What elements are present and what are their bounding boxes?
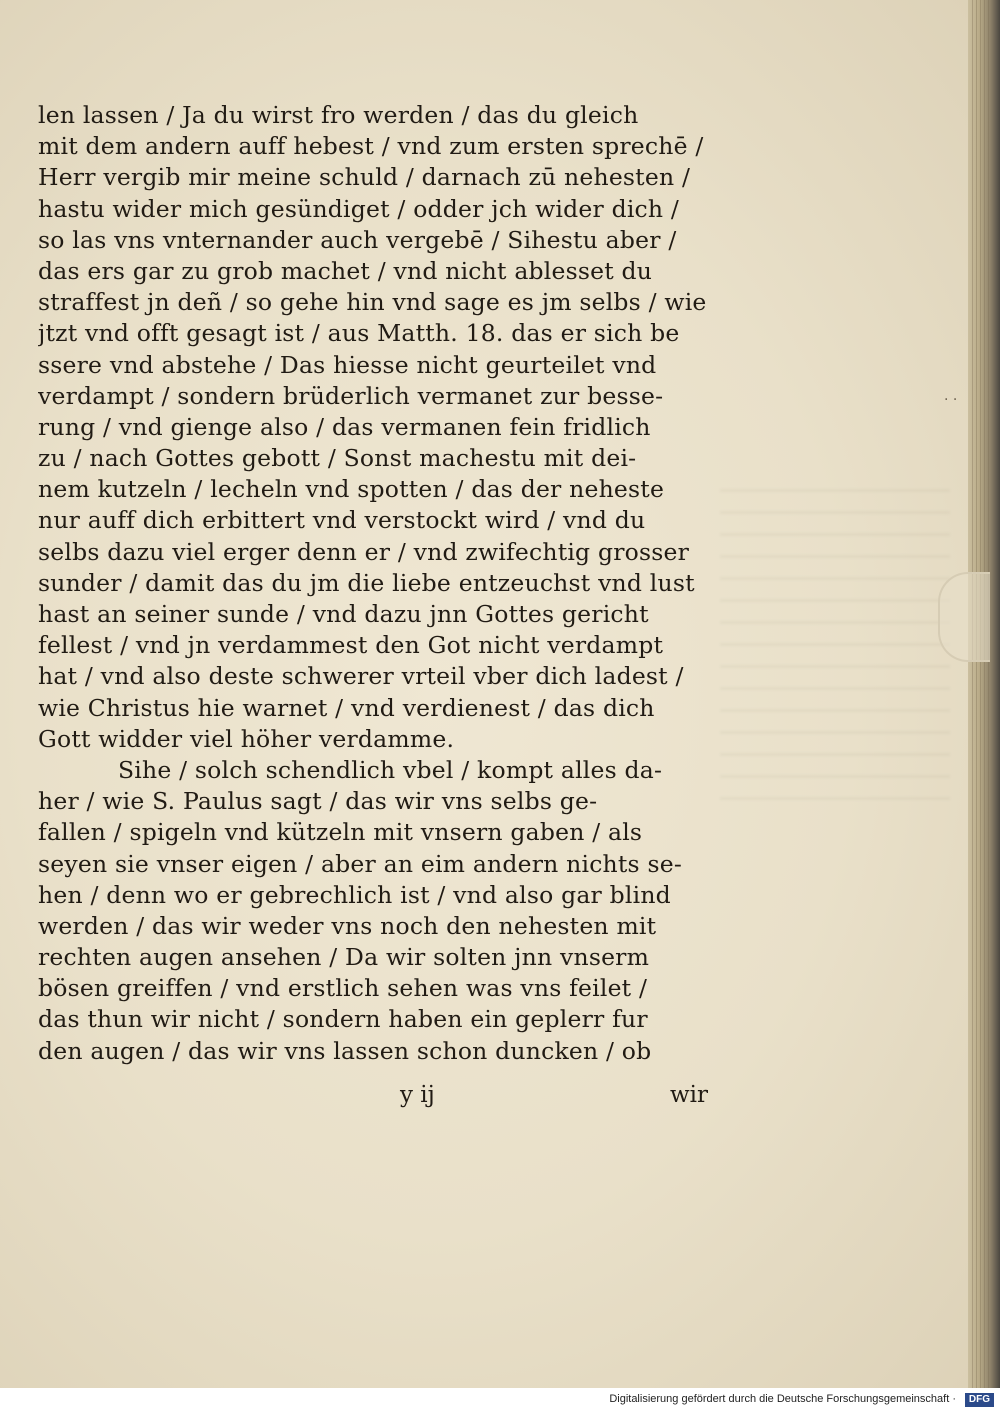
text-line: nem kutzeln / lecheln vnd spotten / das der neheste	[38, 475, 665, 504]
text-line: jtzt vnd offt gesagt ist / aus Matth. 18. das er sich be	[38, 319, 680, 348]
text-line: den augen / das wir vns lassen schon duncken / ob	[38, 1036, 652, 1065]
body-text	[38, 100, 718, 1067]
text-line: werden / das wir weder vns noch den nehesten mit	[38, 911, 657, 940]
text-line: so las vns vnternander auch vergebē / Sihestu aber /	[38, 225, 677, 254]
text-line: nur auff dich erbittert vnd verstockt wird / vnd du	[38, 506, 646, 535]
page-stack-lines	[972, 0, 992, 1388]
text-line: selbs dazu viel erger denn er / vnd zwifechtig grosser	[38, 537, 690, 566]
text-line: her / wie S. Paulus sagt / das wir vns selbs ge-	[38, 787, 598, 816]
text-line: fellest / vnd jn verdammest den Got nicht verdampt	[38, 631, 664, 660]
text-line: verdampt / sondern brüderlich vermanet zur besse-	[38, 381, 664, 410]
text-line: sunder / damit das du jm die liebe entzeuchst vnd lust	[38, 568, 695, 597]
show-through-bleed	[720, 470, 950, 800]
signature-mark: y ij	[400, 1082, 435, 1108]
text-line: straffest jn deñ / so gehe hin vnd sage es jm selbs / wie	[38, 288, 707, 317]
text-line: hastu wider mich gesündiget / odder jch wider dich /	[38, 194, 680, 223]
margin-dots: · ·	[944, 392, 958, 408]
credit-bar	[0, 1388, 1000, 1412]
text-line: hat / vnd also deste schwerer vrteil vber dich ladest /	[38, 662, 684, 691]
text-line: len lassen / Ja du wirst fro werden / das du gleich	[38, 101, 639, 129]
text-line: Herr vergib mir meine schuld / darnach zū nehesten /	[38, 163, 691, 192]
text-line: das ers gar zu grob machet / vnd nicht ablesset du	[38, 256, 653, 285]
page-foot	[38, 1082, 708, 1116]
text-line: Gott widder viel höher verdamme.	[38, 724, 455, 753]
text-line: bösen greiffen / vnd erstlich sehen was vns feilet /	[38, 974, 648, 1003]
text-line: wie Christus hie warnet / vnd verdienest / das dich	[38, 693, 655, 722]
page-tab-marker	[938, 572, 990, 662]
text-line: rechten augen ansehen / Da wir solten jnn vnserm	[38, 943, 650, 972]
text-line: das thun wir nicht / sondern haben ein geplerr fur	[38, 1005, 648, 1034]
text-line: seyen sie vnser eigen / aber an eim andern nichts se-	[38, 849, 682, 878]
text-line: fallen / spigeln vnd kützeln mit vnsern gaben / als	[38, 818, 643, 847]
text-line: rung / vnd gienge also / das vermanen fein fridlich	[38, 412, 651, 441]
text-line: ssere vnd abstehe / Das hiesse nicht geurteilet vnd	[38, 350, 657, 379]
text-line: mit dem andern auff hebest / vnd zum ersten sprechē /	[38, 132, 704, 161]
funding-credit: Digitalisierung gefördert durch die Deutsche Forschungsgemeinschaft ·	[609, 1393, 956, 1405]
catchword: wir	[669, 1082, 708, 1108]
text-line: hen / denn wo er gebrechlich ist / vnd also gar blind	[38, 880, 671, 909]
dfg-logo: DFG	[965, 1393, 994, 1407]
text-line: hast an seiner sunde / vnd dazu jnn Gottes gericht	[38, 600, 649, 628]
text-line: zu / nach Gottes gebott / Sonst machestu mit dei-	[38, 444, 637, 473]
paragraph-start-line: Sihe / solch schendlich vbel / kompt alles da-	[118, 755, 663, 784]
